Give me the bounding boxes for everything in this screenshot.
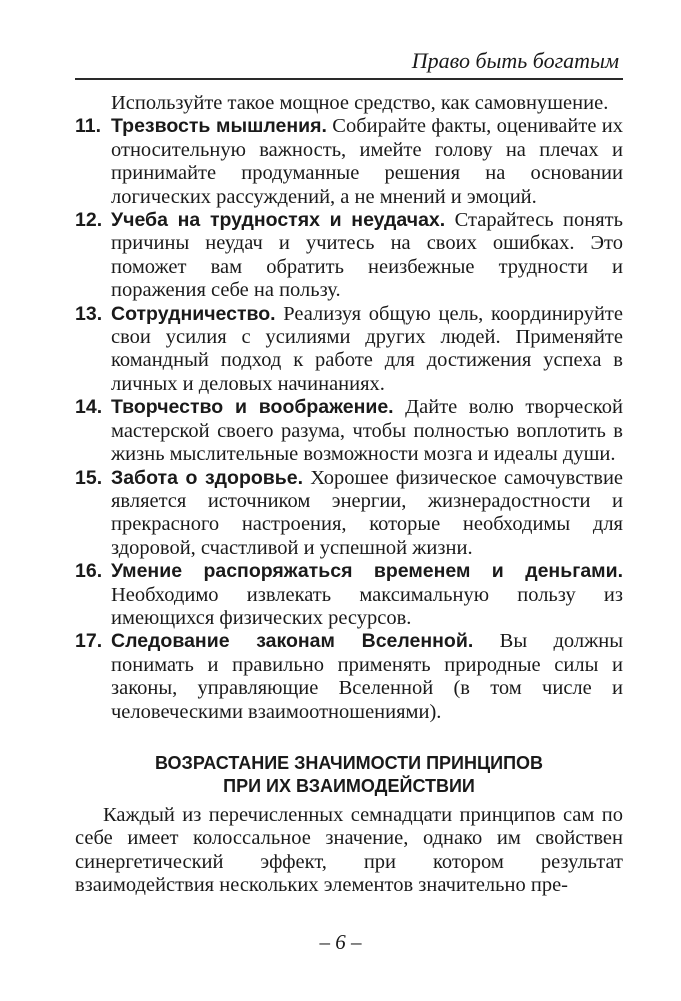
list-item-text: Реализуя общую цель, координируйте свои усилия с усилиями других людей. Применяйте командный подход к работе для достижения успеха в личных и деловых начинаниях. [111,302,623,395]
list-item-title: Забота о здоровье. [111,466,304,489]
list-item [75,396,623,466]
list-item-title: Трезвость мышления. [111,115,327,138]
list-item [75,630,623,724]
list-item-text: Собирайте факты, оценивайте их относительную важность, имейте голову на плечах и принимайте продуманные решения на основании логических рассуждений, а не мнений и эмоций. [111,115,623,208]
list-item-number: 17. [75,630,103,653]
list-item [75,209,623,303]
list-item-title: Творчество и воображение. [111,396,394,419]
list-item-title: Следование законам Вселенной. [111,630,474,653]
list-item-number: 12. [75,209,103,232]
list-item-text: Старайтесь понять причины неудач и учитесь на своих ошибках. Это поможет вам обратить неизбежные трудности и поражения себе на пользу. [111,209,623,302]
list-item-title: Учеба на трудностях и неудачах. [111,209,446,232]
list-item-number: 15. [75,466,103,489]
list-item-number: 13. [75,302,103,325]
list-item [75,115,623,209]
page-number: – 6 – [319,930,362,954]
running-title: Право быть богатым [411,48,619,73]
list-item-number: 16. [75,560,103,583]
list-item-title: Сотрудничество. [111,302,276,325]
list-item [75,467,623,561]
principles-list [75,115,623,724]
section-paragraph: Каждый из перечисленных семнадцати принципов сам по себе имеет колоссальное значение, однако им свойствен синергетический эффект, при котором результат взаимодействия нескольких элементов значительно пре- [75,803,623,897]
list-item-text: Необходимо извлекать максимальную пользу из имеющихся физических ресурсов. [111,583,623,629]
section-heading-line: ПРИ ИХ ВЗАИМОДЕЙСТВИИ [223,775,475,796]
page-content [75,92,623,898]
list-item [75,303,623,397]
list-item-title: Умение распоряжаться временем и деньгами. [111,560,623,583]
list-item-text: Хорошее физическое самочувствие является источником энергии, жизнерадостности и прекрасного настроения, которые необходимы для здоровой, счастливой и успешной жизни. [111,466,624,559]
continuation-paragraph: Используйте такое мощное средство, как самовнушение. [111,92,609,114]
list-item-number: 11. [75,115,102,138]
section-heading-line: ВОЗРАСТАНИЕ ЗНАЧИМОСТИ ПРИНЦИПОВ [154,752,544,773]
list-item-text: Вы должны понимать и правильно применять природные силы и законы, управляющие Вселенной (в том числе и человеческими взаимоотношениями). [111,630,624,723]
running-header [75,44,623,80]
list-item [75,560,623,630]
list-item-number: 14. [75,396,103,419]
list-item-text: Дайте волю творческой мастерской своего разума, чтобы полностью воплотить в жизнь мыслительные возможности мозга и идеалы души. [111,396,624,466]
section-heading [75,752,623,798]
